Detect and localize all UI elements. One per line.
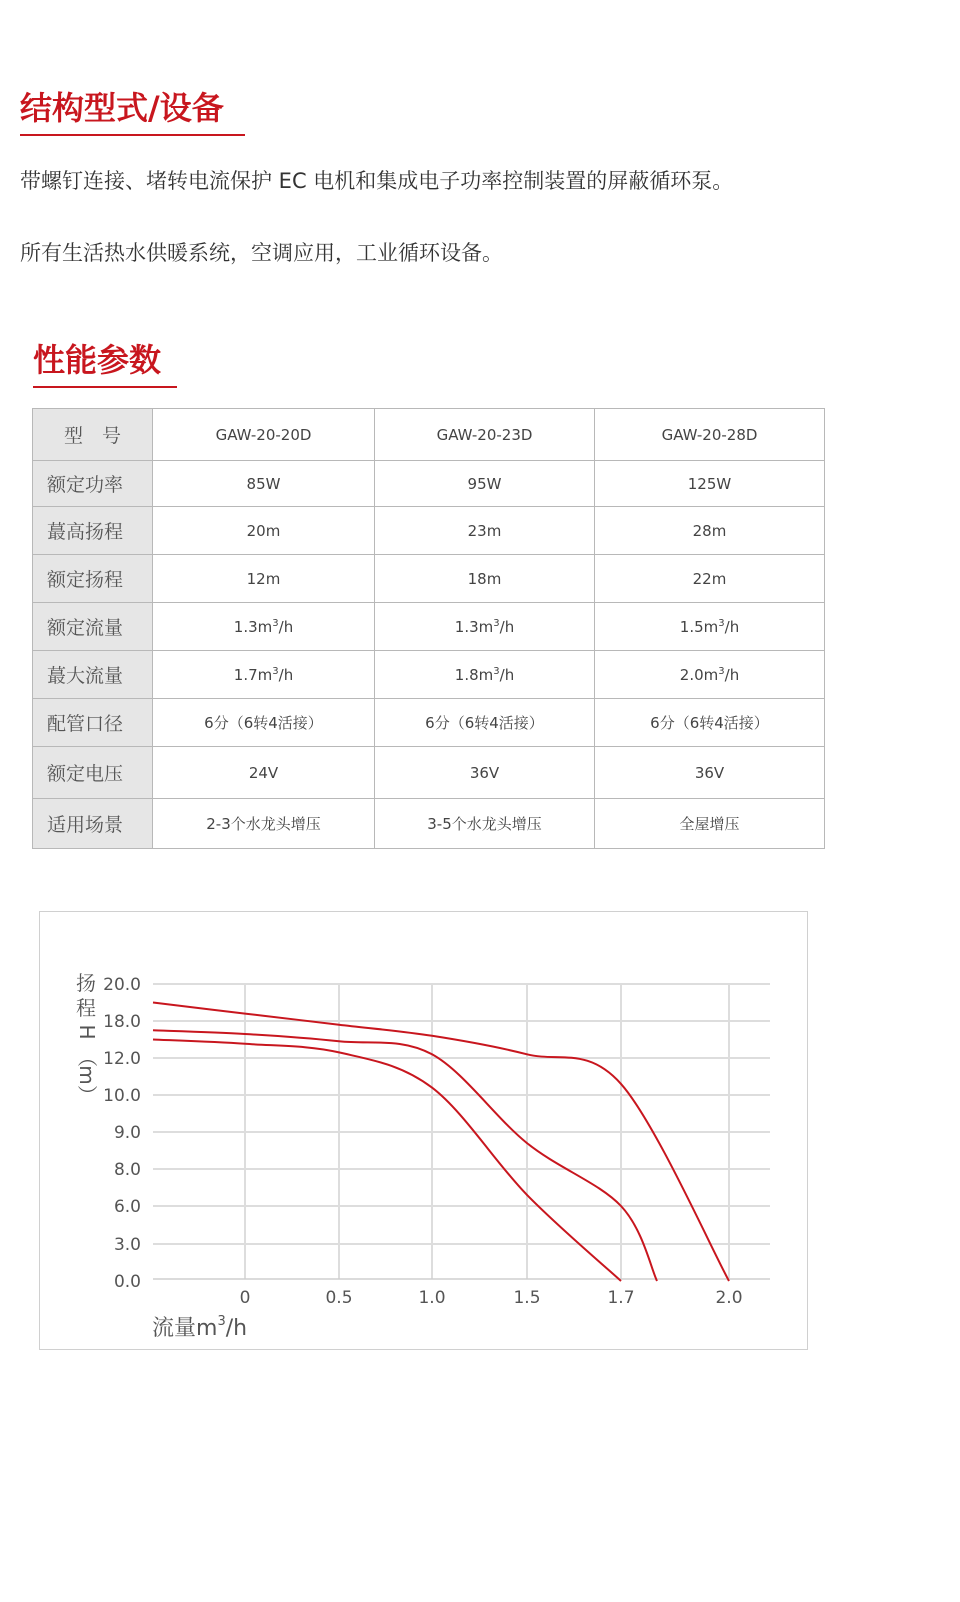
unit-suffix: /h — [278, 617, 294, 636]
superscript: 3 — [718, 617, 725, 629]
x-axis-label — [152, 1314, 247, 1341]
unit-suffix: /h — [724, 665, 740, 684]
x-tick-label: 1.7 — [607, 1288, 635, 1308]
table-cell: 95W — [375, 461, 595, 507]
table-cell: 36V — [595, 747, 825, 799]
row-label: 蕞大流量 — [33, 651, 153, 699]
y-tick-label: 18.0 — [103, 1012, 141, 1032]
unit-suffix: /h — [724, 617, 740, 636]
y-tick-label: 20.0 — [103, 975, 141, 995]
row-label: 额定流量 — [33, 603, 153, 651]
structure-description: 带螺钉连接、堵转电流保护 EC 电机和集成电子功率控制装置的屏蔽循环泵。 — [20, 169, 734, 193]
y-tick-label: 10.0 — [103, 1086, 141, 1106]
x-tick-label: 0 — [239, 1288, 251, 1308]
table-row — [33, 555, 825, 603]
table-cell: 22m — [595, 555, 825, 603]
section-title-performance: 性能参数 — [33, 340, 177, 388]
cell-value: 2.0m — [679, 665, 719, 684]
table-cell — [153, 651, 375, 699]
row-label: 配管口径 — [33, 699, 153, 747]
y-tick-label: 0.0 — [113, 1272, 141, 1292]
y-axis-label-char: （ — [75, 1047, 99, 1067]
model-name: GAW-20-28D — [595, 409, 825, 461]
section-title-structure: 结构型式/设备 — [20, 88, 245, 136]
cell-value: 1.7m — [233, 665, 273, 684]
table-cell: 24V — [153, 747, 375, 799]
table-cell: 20m — [153, 507, 375, 555]
table-cell: 12m — [153, 555, 375, 603]
x-axis-label-suffix: /h — [225, 1316, 248, 1341]
unit-suffix: /h — [278, 665, 294, 684]
model-name: GAW-20-20D — [153, 409, 375, 461]
y-axis-label-char: m — [75, 1065, 99, 1085]
table-cell: 3-5个水龙头增压 — [375, 799, 595, 849]
row-label: 额定扬程 — [33, 555, 153, 603]
table-cell — [595, 651, 825, 699]
table-cell: 18m — [375, 555, 595, 603]
table-cell: 36V — [375, 747, 595, 799]
table-row — [33, 461, 825, 507]
superscript: 3 — [272, 665, 279, 677]
cell-value: 1.5m — [679, 617, 719, 636]
x-tick-label: 0.5 — [325, 1288, 353, 1308]
table-cell: 23m — [375, 507, 595, 555]
superscript: 3 — [493, 617, 500, 629]
model-name: GAW-20-23D — [375, 409, 595, 461]
superscript: 3 — [718, 665, 725, 677]
chart-svg — [40, 912, 807, 1349]
y-axis-label-char: 程 — [76, 996, 96, 1020]
row-label: 适用场景 — [33, 799, 153, 849]
model-header-label: 型 号 — [33, 409, 153, 461]
performance-chart — [39, 911, 808, 1350]
table-header-row — [33, 409, 825, 461]
row-label: 额定电压 — [33, 747, 153, 799]
table-cell: 全屋增压 — [595, 799, 825, 849]
table-cell: 28m — [595, 507, 825, 555]
row-label: 蕞高扬程 — [33, 507, 153, 555]
table-cell: 6分（6转4活接） — [153, 699, 375, 747]
table-cell: 125W — [595, 461, 825, 507]
cell-value: 1.3m — [454, 617, 494, 636]
table-cell: 6分（6转4活接） — [595, 699, 825, 747]
y-axis-label-char: ） — [75, 1085, 99, 1105]
table-cell: 6分（6转4活接） — [375, 699, 595, 747]
table-row — [33, 747, 825, 799]
table-cell — [375, 603, 595, 651]
unit-suffix: /h — [499, 665, 515, 684]
superscript: 3 — [272, 617, 279, 629]
y-tick-label: 6.0 — [113, 1197, 141, 1217]
x-axis-label-sup: 3 — [217, 1314, 226, 1329]
table-cell — [153, 603, 375, 651]
y-tick-label: 8.0 — [113, 1160, 141, 1180]
y-tick-label: 9.0 — [113, 1123, 141, 1143]
application-description: 所有生活热水供暖系统，空调应用，工业循环设备。 — [20, 241, 503, 265]
x-tick-label: 2.0 — [715, 1288, 743, 1308]
spec-table — [32, 408, 825, 849]
table-row — [33, 651, 825, 699]
y-tick-label: 12.0 — [103, 1049, 141, 1069]
unit-suffix: /h — [499, 617, 515, 636]
table-cell — [595, 603, 825, 651]
cell-value: 1.3m — [233, 617, 273, 636]
table-row — [33, 799, 825, 849]
table-row — [33, 603, 825, 651]
superscript: 3 — [493, 665, 500, 677]
x-tick-label: 1.0 — [418, 1288, 446, 1308]
table-row — [33, 507, 825, 555]
x-tick-label: 1.5 — [513, 1288, 541, 1308]
row-label: 额定功率 — [33, 461, 153, 507]
y-axis-label-char: 扬 — [76, 971, 96, 995]
table-cell: 2-3个水龙头增压 — [153, 799, 375, 849]
table-cell — [375, 651, 595, 699]
cell-value: 1.8m — [454, 665, 494, 684]
y-axis-label-char: H — [75, 1024, 99, 1040]
table-row — [33, 699, 825, 747]
y-tick-label: 3.0 — [113, 1235, 141, 1255]
x-axis-label-base: 流量m — [152, 1316, 218, 1341]
table-cell: 85W — [153, 461, 375, 507]
